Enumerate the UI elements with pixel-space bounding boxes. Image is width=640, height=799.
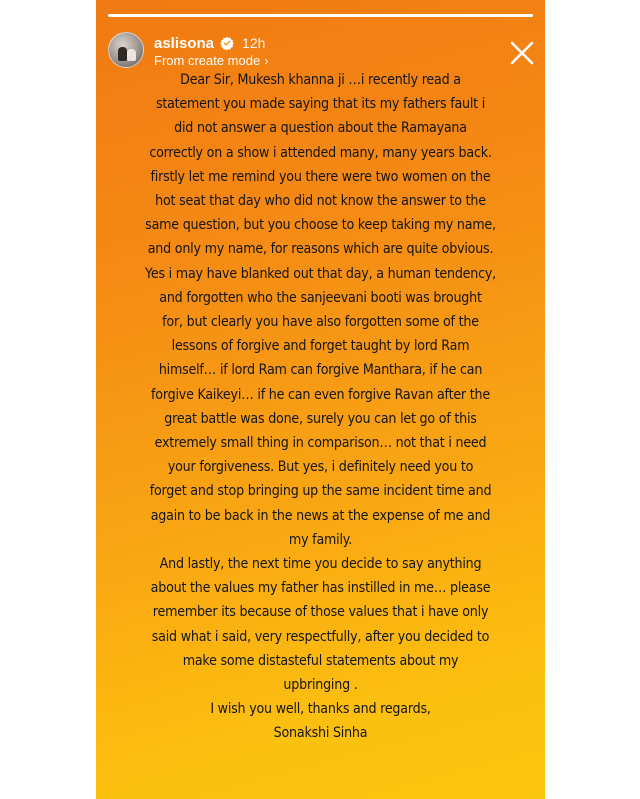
create-mode-label: From create mode [154, 53, 261, 68]
message-line: I wish you well, thanks and regards, [210, 700, 431, 718]
message-line: and only my name, for reasons which are quite obvious. [147, 240, 494, 258]
time-ago: 12h [242, 35, 266, 51]
message-line: and forgotten who the sanjeevani booti was brought [159, 288, 482, 306]
message-line: about the values my father has instilled in me… please [150, 579, 491, 597]
message-line: Yes i may have blanked out that day, a human tendency, [145, 264, 496, 282]
message-line: remember its because of those values that i have only [152, 603, 489, 621]
message-line: hot seat that day who did not know the answer to the [155, 192, 486, 210]
avatar[interactable] [108, 32, 144, 68]
message-line: And lastly, the next time you decide to say anything [159, 555, 482, 573]
message-line: Dear Sir, Mukesh khanna ji …i recently read a [180, 71, 461, 88]
avatar-figure-right [127, 49, 136, 61]
message-line: himself… if lord Ram can forgive Manthara, if he can [158, 361, 483, 379]
message-line: great battle was done, surely you can let go of this [164, 409, 477, 427]
message-line: for, but clearly you have also forgotten some of the [162, 313, 479, 331]
message-line: firstly let me remind you there were two women on the [150, 167, 491, 185]
story-header [108, 30, 528, 70]
message-line: your forgiveness. But yes, i definitely need you to [167, 458, 474, 476]
verified-badge-icon [220, 36, 234, 50]
message-line: same question, but you choose to keep taking my name, [145, 216, 496, 234]
story-message [143, 68, 499, 746]
message-line: again to be back in the news at the expense of me and [150, 506, 491, 524]
create-mode-link[interactable] [154, 53, 269, 68]
message-line: forget and stop bringing up the same incident time and [149, 482, 492, 500]
message-line: statement you made saying that its my fathers fault i [155, 95, 486, 113]
message-line: did not answer a question about the Ramayana [174, 119, 467, 137]
story-progress-bar [108, 14, 533, 17]
story-progress-fill [108, 14, 533, 17]
message-line: extremely small thing in comparison… not that i need [154, 434, 487, 452]
story-card[interactable] [96, 0, 545, 799]
message-line: make some distasteful statements about my [182, 651, 459, 669]
username[interactable]: aslisona [154, 34, 215, 52]
message-line: said what i said, very respectfully, after you decided to [151, 627, 490, 645]
message-line: forgive Kaikeyi… if he can even forgive Ravan after the [151, 385, 490, 403]
message-line: correctly on a show i attended many, many years back. [149, 143, 492, 161]
message-line: my family. [288, 530, 353, 548]
message-line: Sonakshi Sinha [273, 724, 368, 742]
close-icon[interactable] [509, 40, 535, 66]
message-line: upbringing . [283, 676, 358, 694]
message-line: lessons of forgive and forget taught by lord Ram [171, 337, 470, 355]
username-row [154, 34, 265, 52]
avatar-figure-left [118, 47, 127, 61]
chevron-right-icon: › [264, 53, 269, 68]
